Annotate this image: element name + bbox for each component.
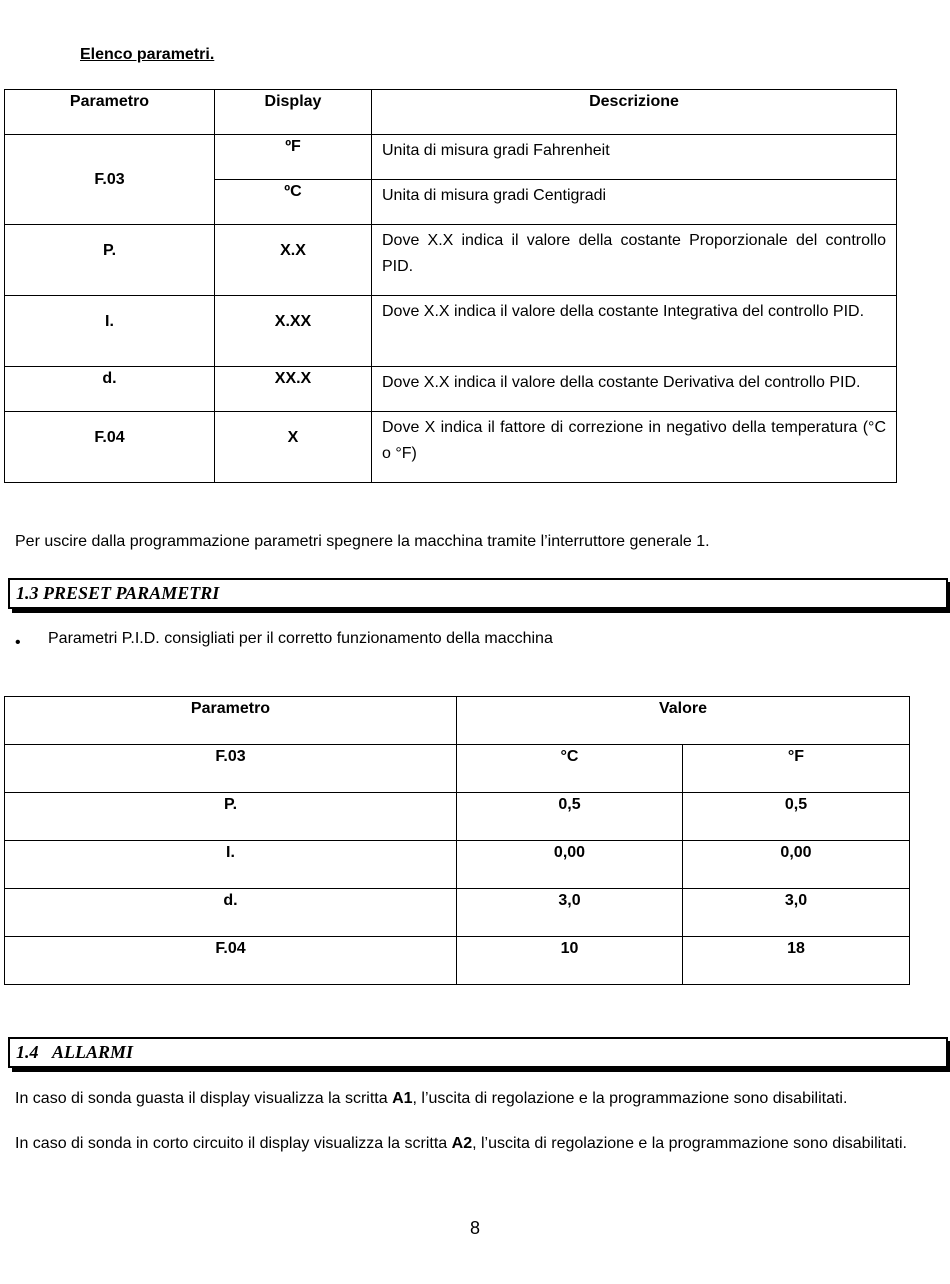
header-description: Descrizione [372,90,897,135]
table-row [5,937,910,985]
display-cell: ºC [215,180,372,225]
fahrenheit-cell: 18 [683,937,910,985]
table-row [5,367,897,412]
param-cell: F.03 [5,745,457,793]
header-param: Parametro [5,90,215,135]
celsius-cell: 10 [457,937,683,985]
table-row [5,225,897,296]
description-cell: Unita di misura gradi Centigradi [372,180,897,225]
description-cell: Dove X.X indica il valore della costante Integrativa del controllo PID. [372,296,897,367]
alarm-a2-paragraph [15,1131,936,1157]
fahrenheit-cell: 0,00 [683,841,910,889]
alarm-code: A2 [451,1135,473,1152]
bullet-icon: • [15,634,21,651]
description-cell: Dove X.X indica il valore della costante Derivativa del controllo PID. [372,367,897,412]
display-cell: XX.X [215,367,372,412]
fahrenheit-cell: 0,5 [683,793,910,841]
param-cell: I. [5,841,457,889]
param-cell: F.04 [5,412,215,483]
table-header-row [5,90,897,135]
alarm-text: , l’uscita di regolazione e la programmazione sono disabilitati. [412,1090,848,1107]
exit-instruction: Per uscire dalla programmazione parametri spegnere la macchina tramite l’interruttore generale 1. [15,533,710,550]
section-preset-heading: 1.3 PRESET PARAMETRI [8,578,948,609]
list-heading: Elenco parametri. [80,46,215,63]
param-cell: I. [5,296,215,367]
table-row [5,745,910,793]
display-cell: ºF [215,135,372,180]
param-cell: d. [5,367,215,412]
description-cell: Dove X indica il fattore di correzione in negativo della temperatura (°C o °F) [372,412,897,483]
display-cell: X [215,412,372,483]
table-row [5,889,910,937]
display-cell: X.X [215,225,372,296]
param-cell: F.03 [5,135,215,225]
alarm-text: , l’uscita di regolazione e la programmazione sono disabilitati. [472,1135,907,1152]
alarm-a1-paragraph [15,1086,936,1112]
bullet-text: Parametri P.I.D. consigliati per il corretto funzionamento della macchina [48,630,553,647]
alarm-code: A1 [392,1090,413,1107]
celsius-cell: 3,0 [457,889,683,937]
description-cell: Unita di misura gradi Fahrenheit [372,135,897,180]
header-value: Valore [457,697,910,745]
section-title: ALLARMI [52,1042,134,1062]
param-cell: F.04 [5,937,457,985]
param-cell: P. [5,225,215,296]
alarm-text: In caso di sonda guasta il display visualizza la scritta [15,1090,393,1107]
table-row [5,135,897,180]
description-cell: Dove X.X indica il valore della costante Proporzionale del controllo PID. [372,225,897,296]
fahrenheit-cell: 3,0 [683,889,910,937]
header-param: Parametro [5,697,457,745]
page-number: 8 [469,1218,480,1238]
table-row [5,793,910,841]
section-alarms-heading [8,1037,948,1068]
display-cell: X.XX [215,296,372,367]
celsius-cell: °C [457,745,683,793]
table-header-row [5,697,910,745]
param-cell: d. [5,889,457,937]
alarm-text: In caso di sonda in corto circuito il display visualizza la scritta [15,1135,452,1152]
table-row [5,412,897,483]
header-display: Display [215,90,372,135]
section-number: 1.4 [16,1042,39,1062]
parameters-table [4,89,897,483]
preset-table [4,696,910,985]
fahrenheit-cell: °F [683,745,910,793]
param-cell: P. [5,793,457,841]
celsius-cell: 0,5 [457,793,683,841]
table-row [5,841,910,889]
table-row [5,296,897,367]
celsius-cell: 0,00 [457,841,683,889]
